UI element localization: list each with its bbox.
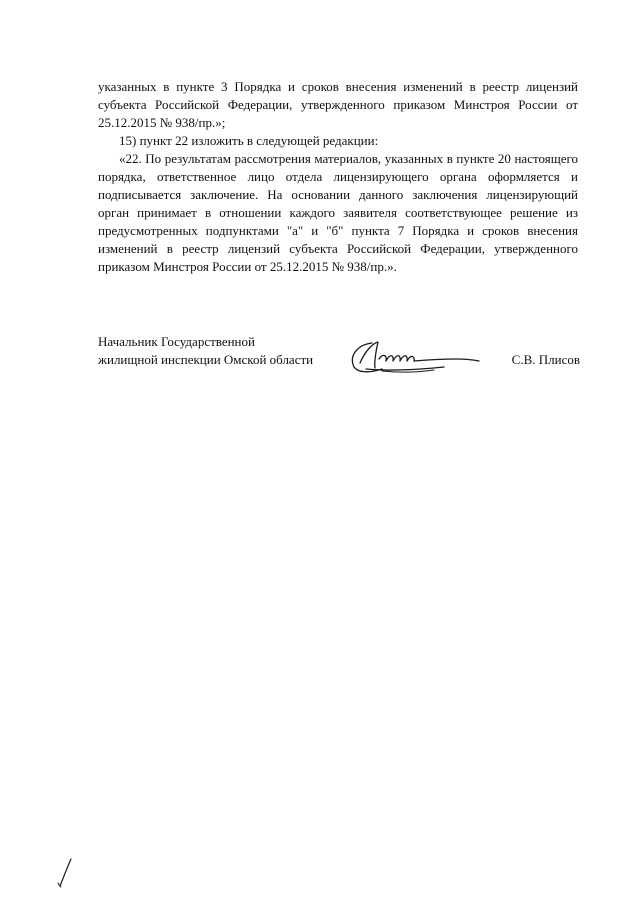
pen-stroke-mark-icon: [54, 856, 76, 890]
document-body: [98, 78, 578, 276]
signatory-position-line2: жилищной инспекции Омской области: [98, 352, 314, 367]
signatory-position: [98, 333, 313, 369]
signatory-name: С.В. Плисов: [511, 352, 580, 367]
paragraph-quote-22: «22. По результатам рассмотрения материалов, указанных в пункте 20 настоящего порядка, ответственное лицо отдела лицензирующего органа оформляется и подписывается заключение. На основании данного заключения лицензирующий орган принимает в отношении каждого заявителя соответствующее решение из предусмотренных подпунктами "а" и "б" пункта 7 Порядка и сроков внесения изменений в реестр лицензий субъекта Российской Федерации, утвержденного приказом Минстроя России от 25.12.2015 № 938/пр.».: [98, 151, 578, 274]
signature-block: [98, 333, 580, 377]
handwritten-signature-icon: [346, 337, 482, 377]
paragraph-continuation: указанных в пункте 3 Порядка и сроков внесения изменений в реестр лицензий субъекта Российской Федерации, утвержденного приказом Минстроя России от 25.12.2015 № 938/пр.»;: [98, 79, 578, 130]
signatory-position-line1: Начальник Государственной: [98, 334, 255, 349]
paragraph-item-15: 15) пункт 22 изложить в следующей редакции:: [119, 133, 379, 148]
